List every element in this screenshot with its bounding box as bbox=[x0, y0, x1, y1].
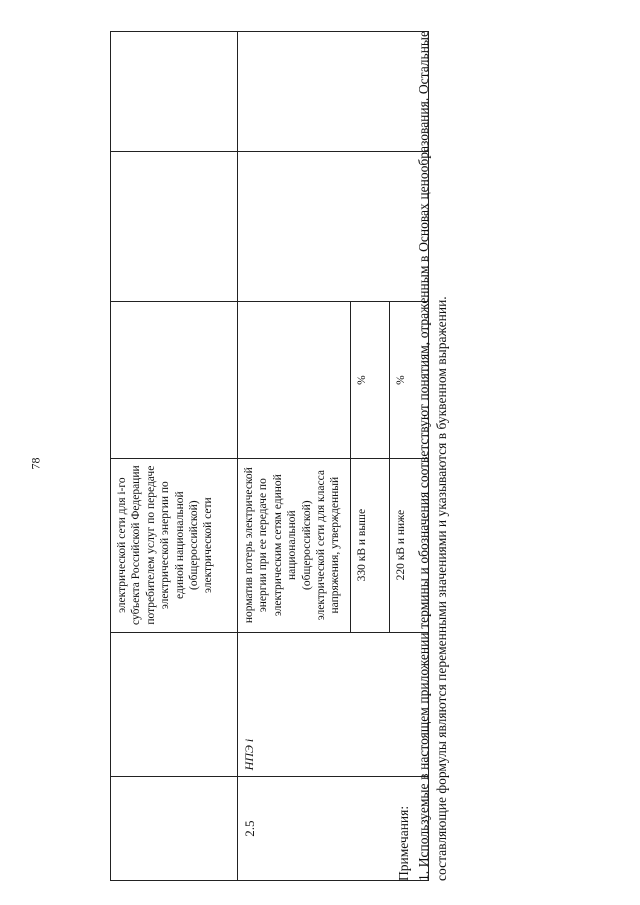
row-number: 2.5 bbox=[238, 777, 429, 881]
notes-title: Примечания: bbox=[396, 805, 411, 881]
table-cell bbox=[111, 32, 238, 152]
unit-cell: % bbox=[351, 302, 390, 458]
notes-text: 1. Используемые в настоящем приложении термины и обозначения соответствуют понятиям, отраженным в Основах ценообразования. Остальные составляющие формулы являются переменными значениями и указываются в буквенном выражении. bbox=[416, 31, 450, 881]
voltage-class-label: 220 кВ и ниже bbox=[390, 458, 429, 632]
voltage-class-label: 330 кВ и выше bbox=[351, 458, 390, 632]
table-cell bbox=[111, 777, 238, 881]
table-row bbox=[238, 32, 351, 881]
symbol: НПЭ i bbox=[242, 738, 256, 771]
table-cell-description: норматив потерь электрической энергии при ее передаче по электрическим сетям единой национальной (общероссийской) электрической сети для класса напряжения, утвержденный bbox=[238, 458, 351, 632]
table-cell bbox=[238, 302, 351, 458]
table-cell bbox=[111, 151, 238, 302]
table-cell bbox=[111, 632, 238, 777]
table-cell bbox=[111, 302, 238, 458]
table-row bbox=[111, 32, 238, 881]
unit-cell: % bbox=[390, 302, 429, 458]
rotated-content bbox=[110, 31, 530, 881]
notes-section bbox=[395, 31, 452, 881]
data-table bbox=[110, 31, 429, 881]
table-cell-description: электрической сети для i-го субъекта Российской Федерации потребителем услуг по передаче электрической энергии по единой национальной (общероссийской) электрической сети bbox=[111, 458, 238, 632]
page-number: 78 bbox=[28, 457, 43, 470]
